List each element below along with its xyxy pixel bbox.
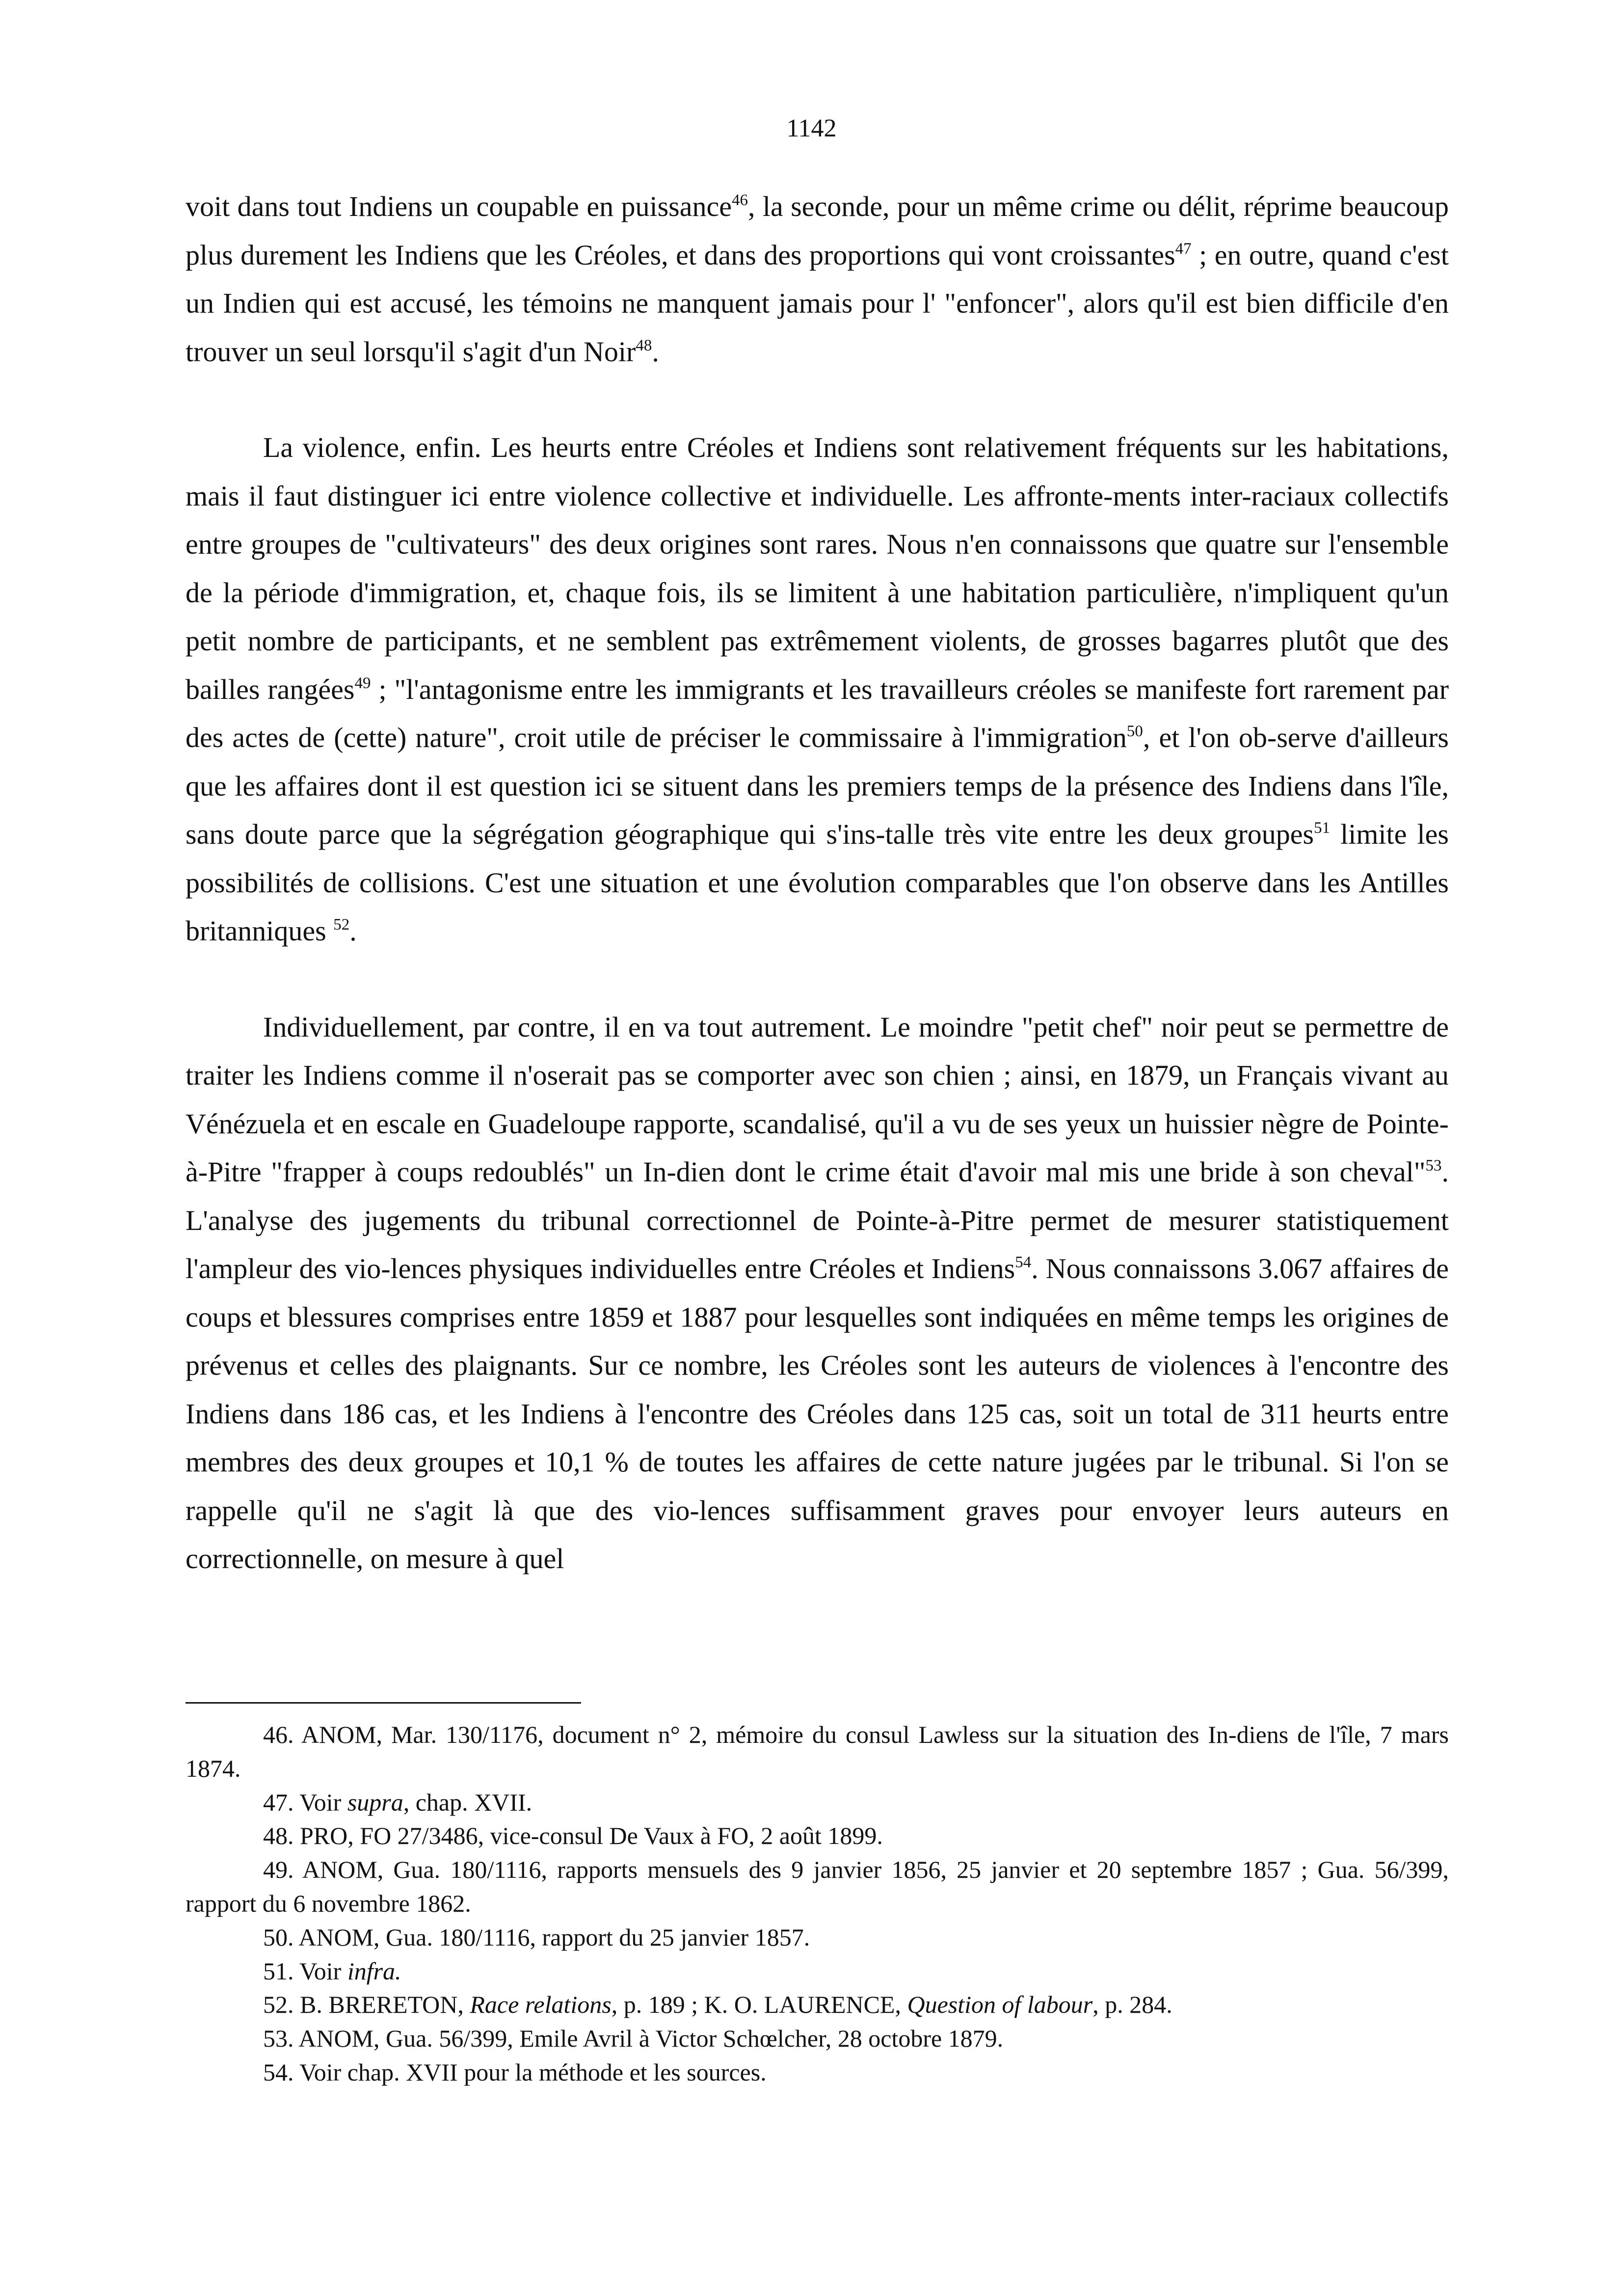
footnote-ref: 52 (333, 916, 350, 934)
text-run: 49. ANOM, Gua. 180/1116, rapports mensuels des 9 janvier 1856, 25 janvier et 20 septembre 1857 ; Gua. 56/399, rapport du 6 novembre 1862. (186, 1856, 1449, 1917)
text-run: , chap. XVII. (403, 1788, 532, 1816)
footnote-ref: 53 (1425, 1157, 1442, 1175)
text-run: 51. Voir (263, 1957, 347, 1985)
text-run: . (349, 915, 357, 947)
italic-text: infra. (347, 1957, 401, 1985)
footnote (186, 2056, 1449, 2089)
footnote (186, 1988, 1449, 2022)
page-number: 1142 (786, 114, 837, 142)
footnote-ref: 47 (1175, 240, 1192, 258)
footnote-ref: 48 (636, 336, 652, 354)
text-run: 54. Voir chap. XVII pour la méthode et les sources. (263, 2058, 767, 2086)
text-run: . L'analyse des jugements du tribunal correctionnel de Pointe-à-Pitre permet de mesurer statistiquement l'ampleur des vio-lences physiques individuelles entre Créoles et Indiens (186, 1156, 1449, 1284)
footnotes (186, 1718, 1449, 2089)
text-run: , et l'on ob-serve d'ailleurs que les affaires dont il est question ici se situent dans les premiers temps de la présence des Indiens dans l'île, sans doute parce que la ségrégation géographique qui s'ins-talle très vite entre les deux groupes (186, 721, 1449, 850)
paragraph (186, 183, 1449, 376)
footnote-ref: 50 (1126, 722, 1143, 740)
text-run: 46. ANOM, Mar. 130/1176, document n° 2, mémoire du consul Lawless sur la situation des In-diens de l'île, 7 mars 1874. (186, 1721, 1449, 1782)
text-run: 53. ANOM, Gua. 56/399, Emile Avril à Victor Schœlcher, 28 octobre 1879. (263, 2025, 1004, 2053)
italic-text: Race relations (470, 1991, 612, 2019)
body-text (186, 183, 1449, 1583)
footnote-separator (186, 1702, 581, 1704)
footnote (186, 1853, 1449, 1921)
footnote (186, 1921, 1449, 1954)
text-run: . (652, 335, 659, 368)
text-run: ; "l'antagonisme entre les immigrants et les travailleurs créoles se manifeste fort rarement par des actes de (cette) nature", croit utile de préciser le commissaire à l'immigration (186, 673, 1449, 753)
footnote-ref: 46 (731, 191, 748, 209)
footnote (186, 2022, 1449, 2056)
text-run: Individuellement, par contre, il en va tout autrement. Le moindre "petit chef" noir peut se permettre de traiter les Indiens comme il n'oserait pas se comporter avec son chien ; ainsi, en 1879, un Français vivant au Vénézuela et en escale en Guadeloupe rapporte, scandalisé, qu'il a vu de ses yeux un huissier nègre de Pointe-à-Pitre "frapper à coups redoublés" un In-dien dont le crime était d'avoir mal mis une bride à son cheval" (186, 1011, 1449, 1188)
text-run: voit dans tout Indiens un coupable en puissance (186, 190, 732, 222)
text-run: 47. Voir (263, 1788, 347, 1816)
text-run: La violence, enfin. Les heurts entre Créoles et Indiens sont relativement fréquents sur les habitations, mais il faut distinguer ici entre violence collective et individuelle. Les affronte-ments inter-raciaux collectifs entre groupes de "cultivateurs" des deux origines sont rares. Nous n'en connaissons que quatre sur l'ensemble de la période d'immigration, et, chaque fois, ils se limitent à une habitation particulière, n'impliquent qu'un petit nombre de participants, et ne semblent pas extrêmement violents, de grosses bagarres plutôt que des bailles rangées (186, 431, 1449, 705)
text-run: 50. ANOM, Gua. 180/1116, rapport du 25 janvier 1857. (263, 1923, 810, 1951)
text-run: limite les possibilités de collisions. C'est une situation et une évolution comparables que l'on observe dans les Antilles britanniques (186, 818, 1449, 947)
footnote-ref: 54 (1015, 1254, 1032, 1271)
italic-text: supra (347, 1788, 403, 1816)
paragraph (186, 424, 1449, 956)
footnote (186, 1786, 1449, 1819)
text-run: , la seconde, pour un même crime ou délit, réprime beaucoup plus durement les Indiens que les Créoles, et dans des proportions qui vont croissantes (186, 190, 1449, 271)
text-run: ; en outre, quand c'est un Indien qui est accusé, les témoins ne manquent jamais pour l' "enfoncer", alors qu'il est bien difficile d'en trouver un seul lorsqu'il s'agit d'un Noir (186, 239, 1449, 368)
text-run: 52. B. BRERETON, (263, 1991, 470, 2019)
footnote (186, 1954, 1449, 1988)
footnote (186, 1718, 1449, 1786)
paragraph (186, 1003, 1449, 1583)
footnote-ref: 49 (354, 674, 371, 692)
footnote-ref: 51 (1314, 819, 1330, 837)
text-run: . Nous connaissons 3.067 affaires de coups et blessures comprises entre 1859 et 1887 pour lesquelles sont indiquées en même temps les origines de prévenus et celles des plaignants. Sur ce nombre, les Créoles sont les auteurs de violences à l'encontre des Indiens dans 186 cas, et les Indiens à l'encontre des Créoles dans 125 cas, soit un total de 311 heurts entre membres des deux groupes et 10,1 % de toutes les affaires de cette nature jugées par le tribunal. Si l'on se rappelle qu'il ne s'agit là que des vio-lences suffisamment graves pour envoyer leurs auteurs en correctionnelle, on mesure à quel (186, 1253, 1449, 1575)
text-run: , p. 189 ; K. O. LAURENCE, (611, 1991, 907, 2019)
italic-text: Question of labour (907, 1991, 1093, 2019)
footnote (186, 1819, 1449, 1853)
text-run: 48. PRO, FO 27/3486, vice-consul De Vaux à FO, 2 août 1899. (263, 1822, 883, 1850)
text-run: , p. 284. (1092, 1991, 1172, 2019)
